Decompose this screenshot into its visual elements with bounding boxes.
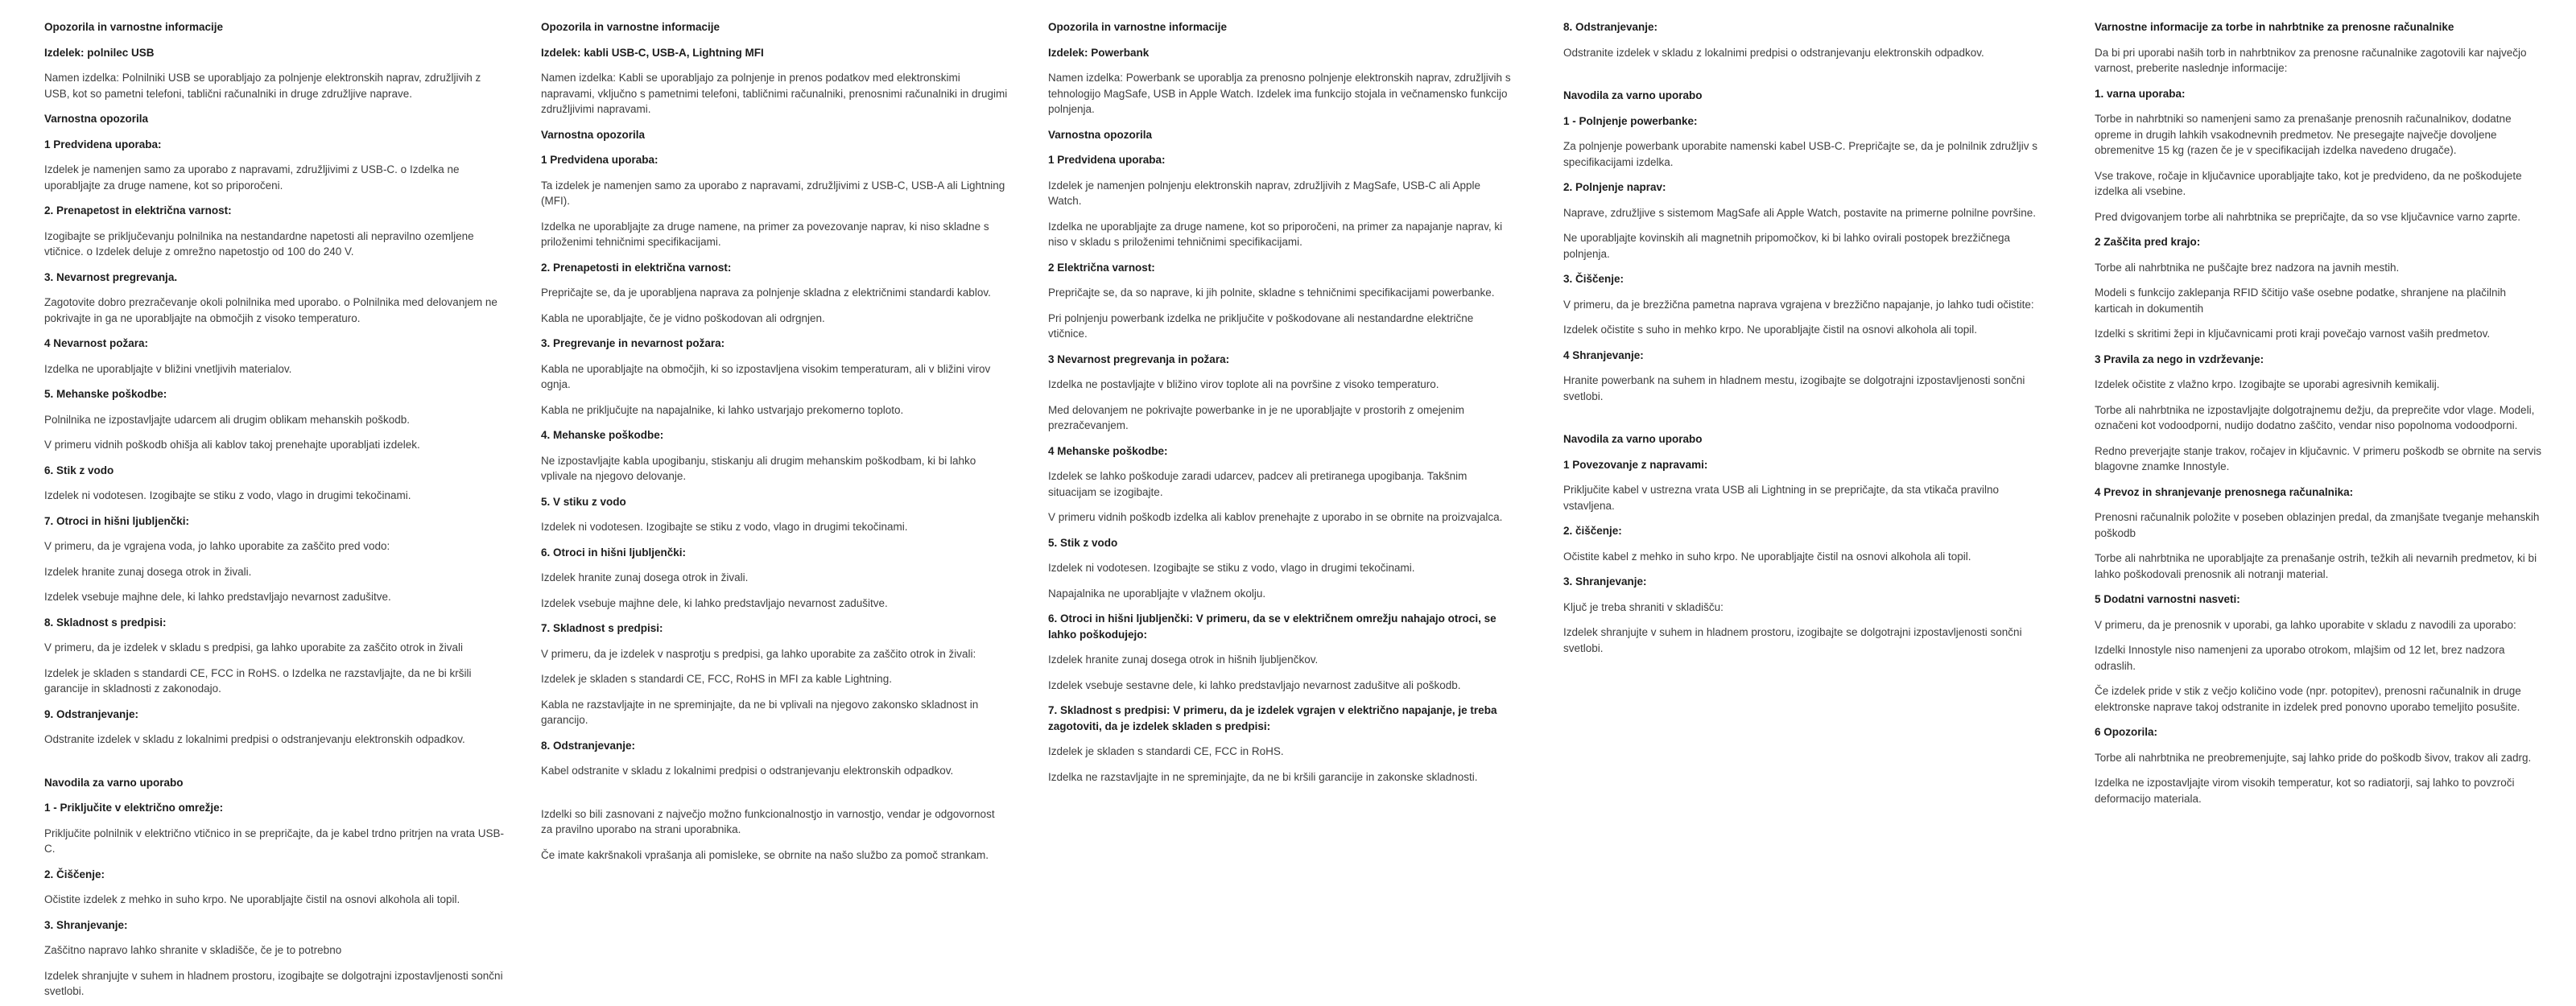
- paragraph: Izdelki so bili zasnovani z največjo možno funkcionalnostjo in varnostjo, vendar je odgovornost za pravilno uporabo na strani uporabnika.: [541, 807, 995, 835]
- paragraph: V primeru, da je izdelek v skladu s predpisi, ga lahko uporabite za zaščito otrok in živali: [44, 641, 464, 653]
- paragraph: Izdelka ne uporabljajte za druge namene, kot so priporočeni, na primer za napajanje naprav, ki niso v skladu s priloženimi tehničnimi specifikacijami.: [1048, 220, 1503, 248]
- paragraph: Izdelek vsebuje majhne dele, ki lahko predstavljajo nevarnost zadušitve.: [44, 591, 391, 603]
- paragraph: Izdelek je skladen s standardi CE, FCC in RoHS. o Izdelka ne razstavljajte, da ne bi kršili garancije in skladnosti z zakonodajo.: [44, 666, 472, 695]
- section-heading: 5. Mehanske poškodbe:: [44, 388, 167, 400]
- section-heading: 6. Otroci in hišni ljubljenčki:: [541, 546, 687, 559]
- paragraph: Izdelek je namenjen samo za uporabo z napravami, združljivimi z USB-C. o Izdelka ne uporabljajte za druge namene, kot so priporočeni.: [44, 163, 460, 192]
- paragraph: Polnilnika ne izpostavljajte udarcem ali drugim oblikam mehanskih poškodb.: [44, 413, 410, 426]
- paragraph: Namen izdelka: Powerbank se uporablja za prenosno polnjenje elektronskih naprav, združljivih s tehnologijo MagSafe, USB in Apple Watch. Izdelek ima funkcijo stojala in večnamensko funkcijo polnjenja.: [1048, 72, 1511, 115]
- paragraph: Ne uporabljajte kovinskih ali magnetnih pripomočkov, ki bi lahko ovirali postopek brezžičnega polnjenja.: [1563, 232, 2011, 260]
- paragraph: Izdelek shranjujte v suhem in hladnem prostoru, izogibajte se dolgotrajni izpostavljenosti sončni svetlobi.: [44, 969, 503, 997]
- paragraph: Ključ je treba shraniti v skladišču:: [1563, 600, 1724, 613]
- paragraph: Izdelka ne uporabljajte v bližini vnetljivih materialov.: [44, 362, 292, 375]
- paragraph: Ta izdelek je namenjen samo za uporabo z napravami, združljivimi z USB-C, USB-A ali Lightning (MFI).: [541, 179, 1005, 207]
- section-heading: 1 - Polnjenje powerbanke:: [1563, 114, 1698, 127]
- paragraph: Očistite izdelek z mehko in suho krpo. Ne uporabljajte čistil na osnovi alkohola ali topil.: [44, 893, 460, 905]
- section-heading: 6. Otroci in hišni ljubljenčki: V primeru, da se v električnem omrežju nahajajo otroci, se lahko poškodujejo:: [1048, 612, 1496, 641]
- paragraph: Izdelki Innostyle niso namenjeni za uporabo otrokom, mlajšim od 12 let, brez nadzora odraslih.: [2095, 644, 2505, 672]
- paragraph: Pred dvigovanjem torbe ali nahrbtnika se prepričajte, da so vse ključavnice varno zaprte.: [2095, 210, 2521, 223]
- section-heading: Navodila za varno uporabo: [1563, 89, 1703, 101]
- paragraph: V primeru vidnih poškodb ohišja ali kablov takoj prenehajte uporabljati izdelek.: [44, 439, 420, 451]
- paragraph: Če imate kakršnakoli vprašanja ali pomisleke, se obrnite na našo službo za pomoč strankam.: [541, 848, 989, 861]
- text-column-5: [2095, 19, 2545, 816]
- section-heading: 1. varna uporaba:: [2095, 87, 2186, 100]
- paragraph: V primeru vidnih poškodb izdelka ali kablov prenehajte z uporabo in se obrnite na proizvajalca.: [1048, 511, 1503, 523]
- section-heading: 1 Povezovanje z napravami:: [1563, 458, 1708, 471]
- paragraph: Priključite kabel v ustrezna vrata USB ali Lightning in se prepričajte, da sta vtikača pravilno vstavljena.: [1563, 484, 2000, 512]
- paragraph: Kabla ne priključujte na napajalnike, ki lahko ustvarjajo prekomerno toploto.: [541, 403, 904, 416]
- paragraph: Odstranite izdelek v skladu z lokalnimi predpisi o odstranjevanju elektronskih odpadkov.: [44, 733, 465, 745]
- paragraph: Izdelek ni vodotesen. Izogibajte se stiku z vodo, vlago in drugimi tekočinami.: [1048, 562, 1415, 574]
- paragraph: Če izdelek pride v stik z večjo količino vode (npr. potopitev), prenosni računalnik in druge elektronske naprave takoj odstranite in izdelek pred ponovno uporabo temeljito posušite.: [2095, 685, 2521, 713]
- paragraph: V primeru, da je vgrajena voda, jo lahko uporabite za zaščito pred vodo:: [44, 540, 390, 552]
- document-title: Varnostne informacije za torbe in nahrbtnike za prenosne računalnike: [2095, 21, 2454, 33]
- document-title: Opozorila in varnostne informacije: [1048, 21, 1228, 33]
- paragraph: Izdelka ne postavljajte v bližino virov toplote ali na površine z visoko temperaturo.: [1048, 378, 1439, 390]
- section-heading: Izdelek: polnilec USB: [44, 46, 155, 59]
- paragraph: V primeru, da je izdelek v nasprotju s predpisi, ga lahko uporabite za zaščito otrok in živali:: [541, 647, 976, 660]
- section-heading: 3 Pravila za nego in vzdrževanje:: [2095, 353, 2264, 365]
- paragraph: Priključite polnilnik v električno vtičnico in se prepričajte, da je kabel trdno pritrjen na vrata USB-C.: [44, 827, 505, 855]
- paragraph: Vse trakove, ročaje in ključavnice uporabljajte tako, kot je predvideno, da ne poškodujete izdelka ali vsebine.: [2095, 169, 2522, 197]
- section-heading: 7. Skladnost s predpisi: V primeru, da je izdelek vgrajen v električno napajanje, je treba zagotoviti, da je izdelek skladen s predpisi:: [1048, 704, 1497, 732]
- paragraph: Naprave, združljive s sistemom MagSafe ali Apple Watch, postavite na primerne polnilne površine.: [1563, 206, 2037, 219]
- section-heading: 4 Nevarnost požara:: [44, 337, 149, 349]
- paragraph: Torbe ali nahrbtnika ne preobremenjujte, saj lahko pride do poškodb šivov, trakov ali zadrg.: [2095, 751, 2532, 764]
- section-heading: 8. Skladnost s predpisi:: [44, 616, 167, 629]
- section-heading: 9. Odstranjevanje:: [44, 707, 139, 720]
- section-heading: 4 Shranjevanje:: [1563, 348, 1644, 361]
- section-heading: Varnostna opozorila: [541, 128, 646, 141]
- section-heading: Izdelek: Powerbank: [1048, 46, 1150, 59]
- section-heading: 1 Predvidena uporaba:: [541, 154, 658, 166]
- section-heading: 3. Shranjevanje:: [1563, 575, 1647, 588]
- text-column-2: [541, 19, 1008, 872]
- text-column-3: [1048, 19, 1515, 794]
- section-heading: 4 Mehanske poškodbe:: [1048, 444, 1168, 457]
- paragraph: Zagotovite dobro prezračevanje okoli polnilnika med uporabo. o Polnilnika med delovanjem ne pokrivajte in ga ne uporabljajte na območjih z visoko temperaturo.: [44, 296, 497, 324]
- paragraph: Očistite kabel z mehko in suho krpo. Ne uporabljajte čistil na osnovi alkohola ali topil.: [1563, 550, 1971, 563]
- section-heading: 1 Predvidena uporaba:: [1048, 154, 1166, 166]
- paragraph: Izdelek vsebuje sestavne dele, ki lahko predstavljajo nevarnost zadušitve ali poškodb.: [1048, 678, 1461, 691]
- paragraph: Prenosni računalnik položite v poseben oblazinjen predal, da zmanjšate tveganje mehanskih poškodb: [2095, 511, 2540, 539]
- paragraph: Izdelek hranite zunaj dosega otrok in živali.: [541, 571, 749, 583]
- section-heading: 5. V stiku z vodo: [541, 495, 626, 508]
- paragraph: Kabel odstranite v skladu z lokalnimi predpisi o odstranjevanju elektronskih odpadkov.: [541, 765, 954, 777]
- document-title: Opozorila in varnostne informacije: [44, 21, 224, 33]
- section-heading: 6 Opozorila:: [2095, 726, 2158, 738]
- paragraph: Kabla ne uporabljajte na območjih, ki so izpostavljena visokim temperaturam, ali v bližini virov ognja.: [541, 362, 991, 390]
- section-heading: 1 Predvidena uporaba:: [44, 138, 162, 150]
- section-heading: Varnostna opozorila: [1048, 128, 1153, 141]
- paragraph: V primeru, da je brezžična pametna naprava vgrajena v brezžično napajanje, jo lahko tudi očistite:: [1563, 298, 2034, 311]
- paragraph: Izogibajte se priključevanju polnilnika na nestandardne napetosti ali nepravilno ozemljene vtičnice. o Izdelek deluje z omrežno napetostjo od 100 do 240 V.: [44, 229, 474, 258]
- paragraph: Prepričajte se, da so naprave, ki jih polnite, skladne s tehničnimi specifikacijami powerbanke.: [1048, 287, 1495, 299]
- paragraph: Izdelka ne izpostavljajte virom visokih temperatur, kot so radiatorji, saj lahko to povzroči deformacijo materiala.: [2095, 777, 2515, 805]
- paragraph: Pri polnjenju powerbank izdelka ne priključite v poškodovane ali nestandardne električne vtičnice.: [1048, 311, 1474, 340]
- paragraph: Izdelek očistite s suho in mehko krpo. Ne uporabljajte čistil na osnovi alkohola ali topil.: [1563, 324, 1978, 336]
- paragraph: Torbe ali nahrbtnika ne puščajte brez nadzora na javnih mestih.: [2095, 261, 2400, 274]
- section-heading: 7. Skladnost s predpisi:: [541, 622, 663, 634]
- paragraph: Izdelek vsebuje majhne dele, ki lahko predstavljajo nevarnost zadušitve.: [541, 596, 888, 609]
- section-heading: Navodila za varno uporabo: [44, 776, 184, 789]
- paragraph: Izdelka ne uporabljajte za druge namene, na primer za povezovanje naprav, ki niso skladne s priloženimi tehničnimi specifikacijami.: [541, 220, 989, 248]
- paragraph: Namen izdelka: Polnilniki USB se uporabljajo za polnjenje elektronskih naprav, združljivih z USB, kot so pametni telefoni, tablični računalniki in druge združljive naprave.: [44, 72, 481, 100]
- section-heading: 1 - Priključite v električno omrežje:: [44, 802, 224, 814]
- text-column-4: [1563, 19, 2046, 666]
- paragraph: Kabla ne razstavljajte in ne spreminjajte, da ne bi vplivali na njegovo zakonsko skladnost in garancijo.: [541, 698, 979, 726]
- paragraph: Torbe ali nahrbtnika ne uporabljajte za prenašanje ostrih, težkih ali nevarnih predmetov, ki bi lahko poškodovali prenosnik ali notranji material.: [2095, 552, 2537, 580]
- section-heading: Navodila za varno uporabo: [1563, 433, 1703, 445]
- paragraph: Izdelek hranite zunaj dosega otrok in živali.: [44, 565, 252, 578]
- paragraph: Torbe ali nahrbtnika ne izpostavljajte dolgotrajnemu dežju, da preprečite vdor vlage. Modeli, označeni kot vodoodporni, nudijo dodatno zaščito, vendar niso popolnoma vodoodporni.: [2095, 403, 2535, 431]
- section-heading: Varnostna opozorila: [44, 113, 149, 125]
- section-heading: 2. Prenapetost in električna varnost:: [44, 204, 232, 216]
- section-heading: 6. Stik z vodo: [44, 464, 114, 476]
- paragraph: Napajalnika ne uporabljajte v vlažnem okolju.: [1048, 587, 1266, 600]
- paragraph: Izdelek je skladen s standardi CE, FCC in RoHS.: [1048, 745, 1284, 757]
- paragraph: Zaščitno napravo lahko shranite v skladišče, če je to potrebno: [44, 944, 342, 956]
- section-heading: 4 Prevoz in shranjevanje prenosnega računalnika:: [2095, 485, 2354, 498]
- section-heading: 3. Shranjevanje:: [44, 918, 128, 931]
- section-heading: 2. Čiščenje:: [44, 868, 105, 880]
- paragraph: Izdelka ne razstavljajte in ne spreminjajte, da ne bi kršili garancije in zakonske skladnosti.: [1048, 770, 1478, 783]
- section-heading: Izdelek: kabli USB-C, USB-A, Lightning MFI: [541, 46, 764, 59]
- paragraph: Med delovanjem ne pokrivajte powerbanke in je ne uporabljajte v prostorih z omejenim prezračevanjem.: [1048, 403, 1465, 431]
- paragraph: Izdelki s skritimi žepi in ključavnicami proti kraji povečajo varnost vaših predmetov.: [2095, 328, 2491, 340]
- section-heading: 2. Polnjenje naprav:: [1563, 181, 1666, 193]
- paragraph: Torbe in nahrbtniki so namenjeni samo za prenašanje prenosnih računalnikov, dodatne opreme in drugih lahkih vsakodnevnih predmetov. Ne presegajte največje dovoljene obremenitve 15 kg (razen če je v specifikacijah izdelka navedeno drugače).: [2095, 113, 2512, 156]
- section-heading: 3. Čiščenje:: [1563, 273, 1624, 285]
- section-heading: 3. Pregrevanje in nevarnost požara:: [541, 337, 725, 349]
- paragraph: Izdelek hranite zunaj dosega otrok in hišnih ljubljenčkov.: [1048, 653, 1319, 666]
- section-heading: 7. Otroci in hišni ljubljenčki:: [44, 514, 190, 527]
- section-heading: 3 Nevarnost pregrevanja in požara:: [1048, 353, 1230, 365]
- paragraph: Izdelek se lahko poškoduje zaradi udarcev, padcev ali pretiranega upogibanja. Takšnim situacijam se izogibajte.: [1048, 470, 1468, 498]
- paragraph: Hranite powerbank na suhem in hladnem mestu, izogibajte se dolgotrajni izpostavljenosti sončni svetlobi.: [1563, 374, 2025, 402]
- section-heading: 8. Odstranjevanje:: [1563, 21, 1658, 33]
- paragraph: Ne izpostavljajte kabla upogibanju, stiskanju ali drugim mehanskim poškodbam, ki bi lahko vplivale na njegovo delovanje.: [541, 454, 976, 482]
- paragraph: Izdelek očistite z vlažno krpo. Izogibajte se uporabi agresivnih kemikalij.: [2095, 378, 2440, 390]
- section-heading: 8. Odstranjevanje:: [541, 739, 636, 752]
- paragraph: V primeru, da je prenosnik v uporabi, ga lahko uporabite v skladu z navodili za uporabo:: [2095, 618, 2516, 631]
- section-heading: 5 Dodatni varnostni nasveti:: [2095, 593, 2240, 605]
- paragraph: Kabla ne uporabljajte, če je vidno poškodovan ali odrgnjen.: [541, 311, 825, 324]
- paragraph: Za polnjenje powerbank uporabite namenski kabel USB-C. Prepričajte se, da je polnilnik združljiv s specifikacijami izdelka.: [1563, 140, 2038, 168]
- paragraph: Redno preverjajte stanje trakov, ročajev in ključavnic. V primeru poškodb se obrnite na servis blagovne znamke Innostyle.: [2095, 444, 2542, 472]
- section-heading: 5. Stik z vodo: [1048, 536, 1118, 549]
- text-column-1: [44, 19, 507, 1006]
- paragraph: Izdelek ni vodotesen. Izogibajte se stiku z vodo, vlago in drugimi tekočinami.: [541, 521, 908, 533]
- paragraph: Modeli s funkcijo zaklepanja RFID ščitijo vaše osebne podatke, shranjene na plačilnih karticah in dokumentih: [2095, 287, 2507, 315]
- paragraph: Izdelek je skladen s standardi CE, FCC, RoHS in MFI za kable Lightning.: [541, 673, 892, 685]
- section-heading: 3. Nevarnost pregrevanja.: [44, 270, 178, 283]
- paragraph: Namen izdelka: Kabli se uporabljajo za polnjenje in prenos podatkov med elektronskimi napravami, vključno s pametnimi telefoni, tabličnimi računalniki, prenosnimi računalniki in drugimi združljivimi napravami.: [541, 72, 1008, 115]
- paragraph: Izdelek je namenjen polnjenju elektronskih naprav, združljivih z MagSafe, USB-C ali Apple Watch.: [1048, 179, 1481, 207]
- section-heading: 2 Zaščita pred krajo:: [2095, 236, 2201, 248]
- section-heading: 2 Električna varnost:: [1048, 261, 1155, 274]
- paragraph: Odstranite izdelek v skladu z lokalnimi predpisi o odstranjevanju elektronskih odpadkov.: [1563, 46, 1984, 59]
- paragraph: Da bi pri uporabi naših torb in nahrbtnikov za prenosne računalnike zagotovili kar največjo varnost, preberite naslednje informacije:: [2095, 46, 2527, 74]
- paragraph: Prepričajte se, da je uporabljena naprava za polnjenje skladna z električnimi standardi kablov.: [541, 287, 991, 299]
- section-heading: 2. Prenapetosti in električna varnost:: [541, 261, 732, 274]
- paragraph: Izdelek shranjujte v suhem in hladnem prostoru, izogibajte se dolgotrajni izpostavljenosti sončni svetlobi.: [1563, 626, 2022, 654]
- paragraph: Izdelek ni vodotesen. Izogibajte se stiku z vodo, vlago in drugimi tekočinami.: [44, 489, 411, 501]
- document-title: Opozorila in varnostne informacije: [541, 21, 720, 33]
- section-heading: 2. čiščenje:: [1563, 525, 1622, 537]
- section-heading: 4. Mehanske poškodbe:: [541, 429, 664, 441]
